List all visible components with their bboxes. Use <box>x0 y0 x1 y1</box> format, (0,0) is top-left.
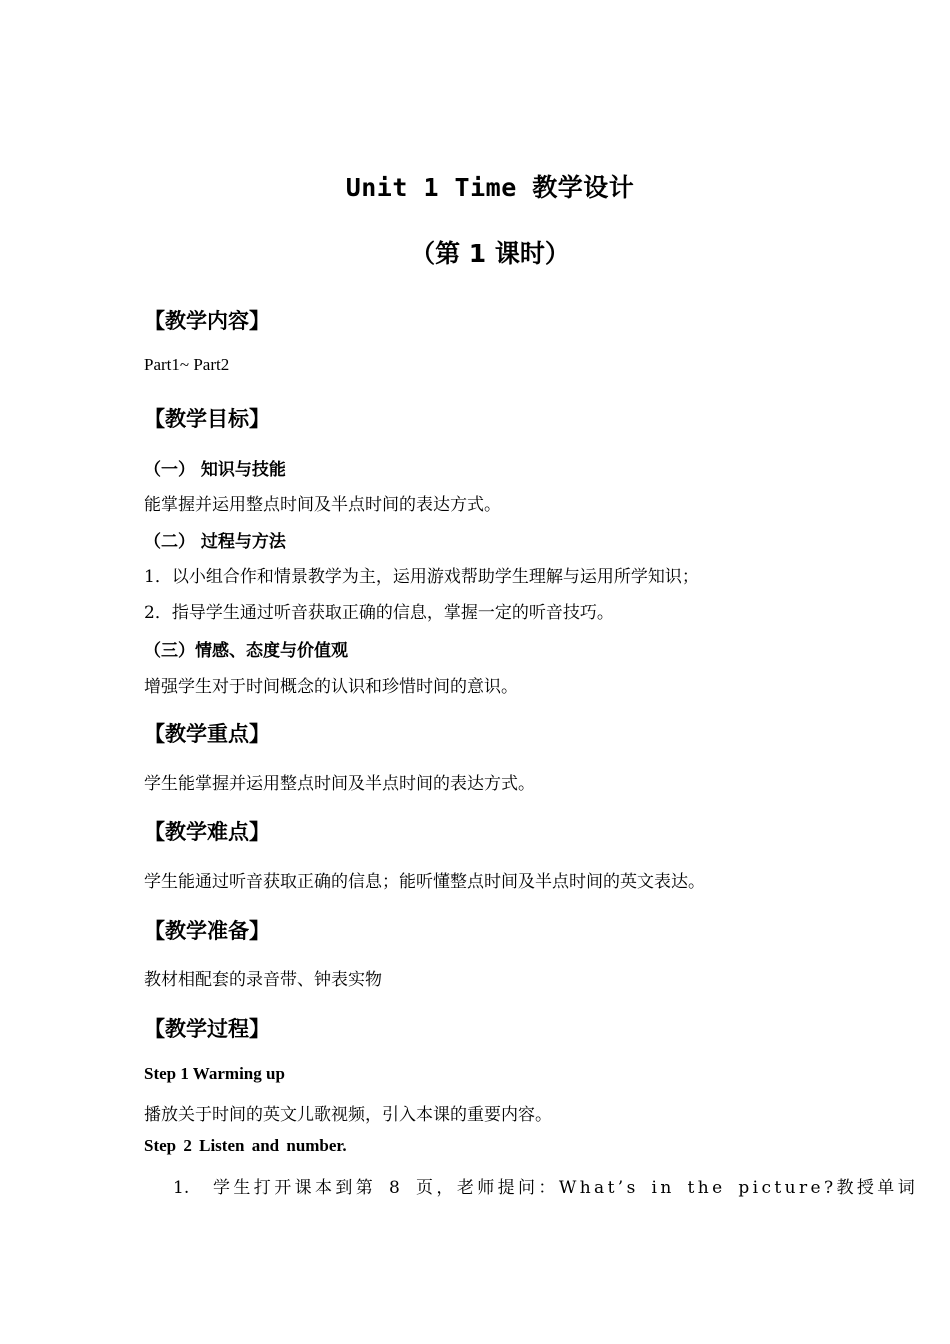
goal1-heading: （一） 知识与技能 <box>144 460 286 480</box>
content-text: Part1~ Part2 <box>144 355 230 374</box>
document-subtitle: （第 1 课时） <box>410 239 570 268</box>
section-heading-content: 【教学内容】 <box>144 309 270 333</box>
goal3-heading: （三）情感、态度与价值观 <box>144 641 348 661</box>
section-heading-difficult: 【教学难点】 <box>144 820 270 844</box>
prep-text: 教材相配套的录音带、钟表实物 <box>144 970 382 990</box>
step2-list-item-1 <box>173 1173 919 1198</box>
step1-text: 播放关于时间的英文儿歌视频，引入本课的重要内容。 <box>144 1105 552 1125</box>
step1-title: Step 1 Warming up <box>144 1064 285 1083</box>
difficult-text: 学生能通过听音获取正确的信息；能听懂整点时间及半点时间的英文表达。 <box>144 872 705 892</box>
goal2-heading: （二） 过程与方法 <box>144 532 286 552</box>
goal3-text: 增强学生对于时间概念的认识和珍惜时间的意识。 <box>144 677 518 697</box>
list-item-number: 1. <box>173 1178 190 1198</box>
step2-title: Step 2 Listen and number. <box>144 1136 347 1155</box>
document-title: Unit 1 Time 教学设计 <box>345 173 635 202</box>
goal2-item-1: 1．以小组合作和情景教学为主，运用游戏帮助学生理解与运用所学知识； <box>144 567 699 587</box>
goal1-text: 能掌握并运用整点时间及半点时间的表达方式。 <box>144 495 501 515</box>
goal2-item-2: 2．指导学生通过听音获取正确的信息，掌握一定的听音技巧。 <box>144 603 614 623</box>
section-heading-prep: 【教学准备】 <box>144 919 270 943</box>
list-item-text: 学生打开课本到第 8 页，老师提问：What’s in the picture?教授单词 <box>213 1178 919 1198</box>
key-text: 学生能掌握并运用整点时间及半点时间的表达方式。 <box>144 774 535 794</box>
section-heading-process: 【教学过程】 <box>144 1017 270 1041</box>
section-heading-goals: 【教学目标】 <box>144 407 270 431</box>
section-heading-key: 【教学重点】 <box>144 722 270 746</box>
